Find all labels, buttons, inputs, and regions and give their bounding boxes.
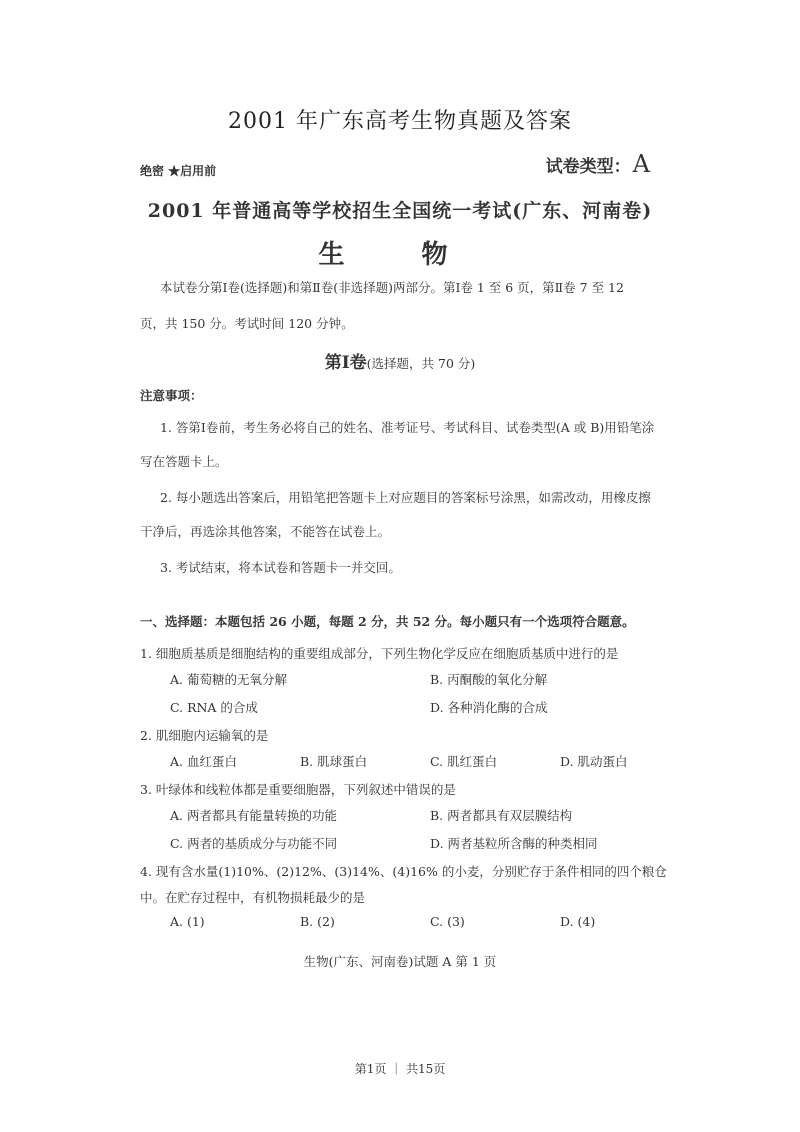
paper-type-label: 试卷类型： (545, 157, 631, 177)
document-title: 2001 年广东高考生物真题及答案 (228, 109, 572, 134)
question-1-option-d: D. 各种消化酶的合成 (430, 700, 548, 715)
question-3-option-a: A. 两者都具有能量转换的功能 (170, 808, 337, 823)
question-3: 3. 叶绿体和线粒体都是重要细胞器，下列叙述中错误的是 (140, 782, 456, 797)
exam-page-footer: 生物(广东、河南卷)试题 A 第 1 页 (303, 954, 497, 969)
question-4-option-b: B. (2) (300, 914, 335, 929)
question-1-option-a: A. 葡萄糖的无氧分解 (170, 672, 287, 687)
question-3-option-c: C. 两者的基质成分与功能不同 (170, 836, 338, 851)
question-1-option-c: C. RNA 的合成 (170, 700, 258, 715)
question-4-option-d: D. (4) (560, 914, 596, 929)
notice-2-line-2: 干净后，再选涂其他答案，不能答在试卷上。 (140, 524, 391, 539)
section-1-heading: 一、选择题：本题包括 26 小题，每题 2 分，共 52 分。每小题只有一个选项符合题意。 (140, 614, 635, 629)
volume-name: 第Ⅰ卷 (324, 353, 367, 373)
paper-type-value: A (632, 150, 650, 178)
question-4-option-a: A. (1) (170, 914, 205, 929)
question-2-option-d: D. 肌动蛋白 (560, 754, 628, 769)
scanned-exam-page (130, 148, 670, 974)
question-2-option-c: C. 肌红蛋白 (430, 754, 498, 769)
question-4-option-c: C. (3) (430, 914, 465, 929)
paper-type (546, 150, 650, 178)
question-2-option-b: B. 肌球蛋白 (300, 754, 368, 769)
question-2: 2. 肌细胞内运输氧的是 (140, 728, 269, 743)
notice-1-line-1: 1. 答第Ⅰ卷前，考生务必将自己的姓名、准考证号、考试科目、试卷类型(A 或 B)用铅笔涂 (160, 420, 655, 435)
notice-2-line-1: 2. 每小题选出答案后，用铅笔把答题卡上对应题目的答案标号涂黑，如需改动，用橡皮擦 (160, 490, 651, 505)
volume-title (130, 348, 670, 373)
question-1-option-b: B. 丙酮酸的氧化分解 (430, 672, 548, 687)
exam-title: 2001 年普通高等学校招生全国统一考试(广东、河南卷) (147, 200, 653, 222)
page-number: 第1页 ｜ 共15页 (354, 1062, 446, 1076)
volume-note: (选择题，共 70 分) (366, 356, 476, 371)
question-4-line-2: 中。在贮存过程中，有机物损耗最少的是 (140, 890, 366, 905)
question-1: 1. 细胞质基质是细胞结构的重要组成部分，下列生物化学反应在细胞质基质中进行的是 (140, 646, 619, 661)
question-2-option-a: A. 血红蛋白 (170, 754, 237, 769)
question-3-option-b: B. 两者都具有双层膜结构 (430, 808, 573, 823)
notice-heading: 注意事项： (140, 388, 203, 403)
intro-line-1: 本试卷分第Ⅰ卷(选择题)和第Ⅱ卷(非选择题)两部分。第Ⅰ卷 1 至 6 页，第Ⅱ卷 7 至 12 (160, 280, 624, 295)
question-3-option-d: D. 两者基粒所含酶的种类相同 (430, 836, 598, 851)
secret-label: 绝密 ★启用前 (140, 164, 217, 178)
notice-1-line-2: 写在答题卡上。 (140, 454, 228, 469)
question-4-line-1: 4. 现有含水量(1)10%、(2)12%、(3)14%、(4)16% 的小麦，分别贮存于条件相同的四个粮仓 (140, 864, 667, 879)
intro-line-2: 页，共 150 分。考试时间 120 分钟。 (140, 316, 354, 331)
subject-title: 生 物 (318, 240, 482, 270)
notice-3: 3. 考试结束，将本试卷和答题卡一并交回。 (160, 560, 401, 575)
